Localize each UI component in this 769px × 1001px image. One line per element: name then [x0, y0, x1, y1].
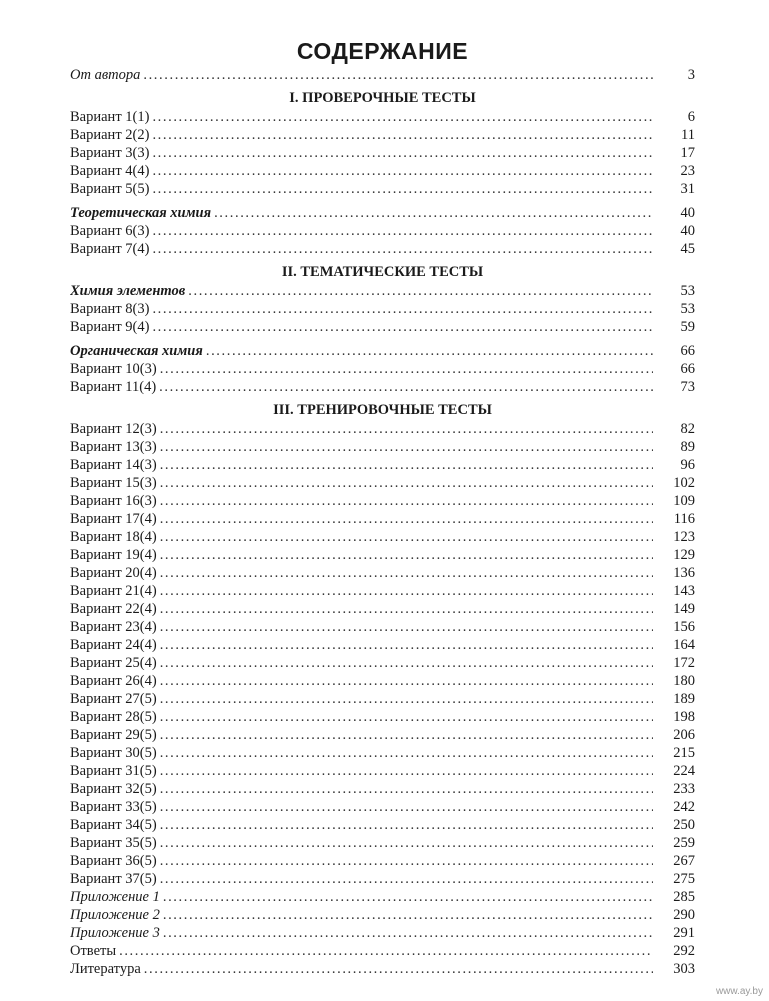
toc-entry-label: Вариант 27(5)	[70, 691, 157, 707]
page-title: СОДЕРЖАНИЕ	[296, 38, 469, 64]
section-1-list	[70, 108, 695, 198]
toc-subsection-theoretical	[70, 204, 695, 222]
toc-entry	[70, 726, 695, 744]
toc-entry	[70, 798, 695, 816]
toc-page-number: 109	[673, 493, 695, 509]
toc-entry	[70, 870, 695, 888]
table-of-contents	[70, 36, 695, 978]
toc-page-number: 172	[673, 655, 695, 671]
toc-entry	[70, 654, 695, 672]
toc-page-number: 3	[687, 67, 695, 83]
toc-page-number: 136	[673, 565, 695, 581]
toc-entry	[70, 474, 695, 492]
toc-page-number: 73	[680, 379, 695, 395]
toc-entry-label: Вариант 34(5)	[70, 817, 157, 833]
toc-entry	[70, 888, 695, 906]
leader-dots	[152, 162, 653, 180]
toc-entry	[70, 222, 695, 240]
toc-entry-literature	[70, 960, 695, 978]
toc-entry	[70, 492, 695, 510]
toc-entry-label: Вариант 18(4)	[70, 529, 157, 545]
leader-dots	[160, 780, 653, 798]
leader-dots	[160, 654, 653, 672]
leader-dots	[144, 960, 653, 978]
toc-entry	[70, 300, 695, 318]
toc-entry-label: Вариант 26(4)	[70, 673, 157, 689]
toc-entry-label: Вариант 10(3)	[70, 361, 157, 377]
toc-entry-answers	[70, 942, 695, 960]
leader-dots	[152, 240, 653, 258]
toc-page-number: 290	[673, 907, 695, 923]
toc-page-number: 285	[673, 889, 695, 905]
toc-page-number: 206	[673, 727, 695, 743]
leader-dots	[160, 492, 653, 510]
toc-page-number: 123	[673, 529, 695, 545]
leader-dots	[160, 834, 653, 852]
toc-entry-label: Вариант 5(5)	[70, 181, 150, 197]
leader-dots	[152, 144, 653, 162]
toc-entry-label: Вариант 23(4)	[70, 619, 157, 635]
leader-dots	[160, 816, 653, 834]
toc-entry-label: Вариант 12(3)	[70, 421, 157, 437]
toc-entry-intro	[70, 66, 695, 84]
toc-entry-label: Вариант 14(3)	[70, 457, 157, 473]
toc-page-number: 31	[680, 181, 695, 197]
toc-page-number: 180	[673, 673, 695, 689]
toc-entry	[70, 180, 695, 198]
toc-entry-label: Вариант 29(5)	[70, 727, 157, 743]
toc-entry	[70, 816, 695, 834]
section-heading-2: II. ТЕМАТИЧЕСКИЕ ТЕСТЫ	[281, 264, 484, 280]
toc-entry-label: Вариант 19(4)	[70, 547, 157, 563]
toc-page-number: 116	[673, 511, 695, 527]
toc-entry	[70, 108, 695, 126]
watermark: www.ay.by	[715, 986, 763, 997]
toc-entry	[70, 378, 695, 396]
toc-entry	[70, 780, 695, 798]
toc-subsection-elements	[70, 282, 695, 300]
leader-dots	[159, 378, 653, 396]
toc-entry-label: Вариант 20(4)	[70, 565, 157, 581]
toc-entry-label: Вариант 11(4)	[70, 379, 157, 395]
toc-page-number: 292	[673, 943, 695, 959]
toc-entry	[70, 672, 695, 690]
section-1-sub-list	[70, 222, 695, 258]
leader-dots	[160, 798, 653, 816]
toc-page-number: 291	[673, 925, 695, 941]
toc-entry-label: Вариант 8(3)	[70, 301, 150, 317]
toc-entry	[70, 546, 695, 564]
toc-entry-label: Приложение 1	[70, 889, 160, 905]
toc-entry-label: Литература	[70, 961, 141, 977]
toc-entry	[70, 690, 695, 708]
toc-page-number: 17	[680, 145, 695, 161]
leader-dots	[152, 126, 653, 144]
appendix-list	[70, 888, 695, 942]
toc-entry	[70, 708, 695, 726]
leader-dots	[160, 456, 653, 474]
toc-entry	[70, 240, 695, 258]
toc-entry	[70, 744, 695, 762]
toc-page-number: 303	[673, 961, 695, 977]
toc-entry-label: Органическая химия	[70, 343, 203, 359]
toc-entry-label: Приложение 3	[70, 925, 160, 941]
leader-dots	[160, 762, 653, 780]
toc-entry	[70, 144, 695, 162]
leader-dots	[163, 906, 653, 924]
toc-page-number: 275	[673, 871, 695, 887]
toc-entry-label: Теоретическая химия	[70, 205, 212, 221]
section-2b-list	[70, 360, 695, 396]
toc-entry-label: Вариант 25(4)	[70, 655, 157, 671]
toc-entry-label: Вариант 9(4)	[70, 319, 150, 335]
leader-dots	[160, 360, 653, 378]
leader-dots	[160, 564, 653, 582]
leader-dots	[152, 300, 653, 318]
leader-dots	[143, 66, 653, 84]
toc-page-number: 11	[681, 127, 695, 143]
toc-entry	[70, 762, 695, 780]
toc-entry	[70, 564, 695, 582]
toc-entry	[70, 636, 695, 654]
toc-entry	[70, 318, 695, 336]
toc-entry-label: От автора	[70, 67, 141, 83]
toc-entry-label: Вариант 7(4)	[70, 241, 150, 257]
leader-dots	[214, 204, 653, 222]
toc-page-number: 89	[680, 439, 695, 455]
toc-entry-label: Вариант 28(5)	[70, 709, 157, 725]
toc-page-number: 66	[680, 343, 695, 359]
toc-entry	[70, 528, 695, 546]
toc-entry-label: Вариант 17(4)	[70, 511, 157, 527]
toc-page-number: 242	[673, 799, 695, 815]
leader-dots	[152, 108, 653, 126]
toc-entry	[70, 906, 695, 924]
leader-dots	[160, 618, 653, 636]
toc-entry	[70, 600, 695, 618]
leader-dots	[160, 726, 653, 744]
section-heading-1: I. ПРОВЕРОЧНЫЕ ТЕСТЫ	[289, 90, 476, 106]
toc-page-number: 189	[673, 691, 695, 707]
toc-entry	[70, 618, 695, 636]
toc-page-number: 224	[673, 763, 695, 779]
toc-page-number: 129	[673, 547, 695, 563]
leader-dots	[160, 636, 653, 654]
toc-page-number: 96	[680, 457, 695, 473]
toc-page-number: 259	[673, 835, 695, 851]
leader-dots	[160, 672, 653, 690]
toc-entry-label: Ответы	[70, 943, 117, 959]
toc-entry-label: Вариант 22(4)	[70, 601, 157, 617]
toc-entry	[70, 582, 695, 600]
leader-dots	[160, 420, 653, 438]
toc-page-number: 6	[687, 109, 695, 125]
leader-dots	[160, 546, 653, 564]
toc-entry-label: Вариант 4(4)	[70, 163, 150, 179]
toc-subsection-organic	[70, 342, 695, 360]
toc-entry	[70, 834, 695, 852]
toc-entry-label: Вариант 37(5)	[70, 871, 157, 887]
toc-page-number: 198	[673, 709, 695, 725]
toc-entry-label: Вариант 15(3)	[70, 475, 157, 491]
toc-page-number: 66	[680, 361, 695, 377]
leader-dots	[206, 342, 653, 360]
toc-entry-label: Вариант 16(3)	[70, 493, 157, 509]
toc-page-number: 250	[673, 817, 695, 833]
toc-entry	[70, 510, 695, 528]
toc-page-number: 102	[673, 475, 695, 491]
toc-page-number: 53	[680, 283, 695, 299]
toc-page-number: 59	[680, 319, 695, 335]
toc-entry-label: Вариант 36(5)	[70, 853, 157, 869]
section-2a-list	[70, 300, 695, 336]
toc-entry-label: Вариант 1(1)	[70, 109, 150, 125]
leader-dots	[160, 528, 653, 546]
leader-dots	[152, 318, 653, 336]
toc-entry-label: Вариант 30(5)	[70, 745, 157, 761]
toc-entry-label: Вариант 24(4)	[70, 637, 157, 653]
leader-dots	[160, 438, 653, 456]
toc-entry-label: Вариант 13(3)	[70, 439, 157, 455]
toc-entry	[70, 126, 695, 144]
toc-entry-label: Вариант 21(4)	[70, 583, 157, 599]
toc-entry	[70, 852, 695, 870]
toc-entry-label: Вариант 35(5)	[70, 835, 157, 851]
toc-entry	[70, 456, 695, 474]
leader-dots	[160, 870, 653, 888]
toc-page-number: 40	[680, 223, 695, 239]
leader-dots	[160, 708, 653, 726]
toc-page-number: 233	[673, 781, 695, 797]
section-heading-3: III. ТРЕНИРОВОЧНЫЕ ТЕСТЫ	[273, 402, 492, 418]
toc-entry	[70, 924, 695, 942]
leader-dots	[160, 600, 653, 618]
leader-dots	[152, 222, 653, 240]
leader-dots	[160, 744, 653, 762]
leader-dots	[119, 942, 653, 960]
leader-dots	[160, 474, 653, 492]
toc-page-number: 156	[673, 619, 695, 635]
toc-entry-label: Вариант 6(3)	[70, 223, 150, 239]
toc-page-number: 40	[680, 205, 695, 221]
toc-entry	[70, 162, 695, 180]
section-3-list	[70, 420, 695, 888]
leader-dots	[152, 180, 653, 198]
toc-page-number: 143	[673, 583, 695, 599]
toc-page-number: 267	[673, 853, 695, 869]
toc-page-number: 215	[673, 745, 695, 761]
toc-entry-label: Вариант 3(3)	[70, 145, 150, 161]
leader-dots	[160, 690, 653, 708]
toc-entry-label: Химия элементов	[70, 283, 186, 299]
toc-entry-label: Приложение 2	[70, 907, 160, 923]
toc-page-number: 45	[680, 241, 695, 257]
toc-page-number: 164	[673, 637, 695, 653]
toc-entry-label: Вариант 31(5)	[70, 763, 157, 779]
toc-entry-label: Вариант 2(2)	[70, 127, 150, 143]
leader-dots	[160, 582, 653, 600]
toc-page-number: 82	[680, 421, 695, 437]
toc-page-number: 23	[680, 163, 695, 179]
toc-entry-label: Вариант 32(5)	[70, 781, 157, 797]
leader-dots	[160, 852, 653, 870]
leader-dots	[160, 510, 653, 528]
leader-dots	[163, 888, 653, 906]
toc-page-number: 53	[680, 301, 695, 317]
toc-entry-label: Вариант 33(5)	[70, 799, 157, 815]
toc-page-number: 149	[673, 601, 695, 617]
toc-entry	[70, 438, 695, 456]
leader-dots	[163, 924, 653, 942]
toc-entry	[70, 360, 695, 378]
leader-dots	[188, 282, 653, 300]
toc-entry	[70, 420, 695, 438]
